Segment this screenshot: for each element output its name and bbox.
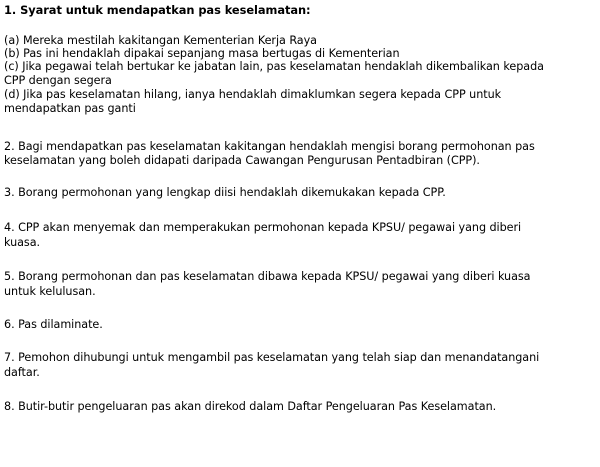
document-heading: 1. Syarat untuk mendapatkan pas keselamatan:	[4, 3, 311, 17]
step-3-line-1: 3. Borang permohonan yang lengkap diisi hendaklah dikemukakan kepada CPP.	[4, 186, 446, 199]
requirement-line-c-cont: CPP dengan segera	[4, 74, 112, 87]
step-2-line-2: keselamatan yang boleh didapati daripada Cawangan Pengurusan Pentadbiran (CPP).	[4, 154, 480, 167]
step-8-line-1: 8. Butir-butir pengeluaran pas akan direkod dalam Daftar Pengeluaran Pas Keselamatan.	[4, 400, 497, 413]
requirement-line-c: (c) Jika pegawai telah bertukar ke jabatan lain, pas keselamatan hendaklah dikembalikan kepada	[4, 60, 544, 73]
step-6-line-1: 6. Pas dilaminate.	[4, 318, 103, 331]
requirement-line-d: (d) Jika pas keselamatan hilang, ianya hendaklah dimaklumkan segera kepada CPP untuk	[4, 88, 502, 101]
step-5-line-1: 5. Borang permohonan dan pas keselamatan dibawa kepada KPSU/ pegawai yang diberi kuasa	[4, 270, 531, 283]
step-7-line-1: 7. Pemohon dihubungi untuk mengambil pas keselamatan yang telah siap dan menandatangani	[4, 351, 540, 364]
requirement-line-b: (b) Pas ini hendaklah dipakai sepanjang masa bertugas di Kementerian	[4, 47, 400, 60]
step-2-line-1: 2. Bagi mendapatkan pas keselamatan kakitangan hendaklah mengisi borang permohonan pas	[4, 140, 535, 153]
requirement-line-a: (a) Mereka mestilah kakitangan Kementerian Kerja Raya	[4, 34, 317, 47]
step-4-line-1: 4. CPP akan menyemak dan memperakukan permohonan kepada KPSU/ pegawai yang diberi	[4, 221, 522, 234]
step-5-line-2: untuk kelulusan.	[4, 285, 96, 298]
requirement-line-d-cont: mendapatkan pas ganti	[4, 102, 136, 115]
step-4-line-2: kuasa.	[4, 236, 41, 249]
step-7-line-2: daftar.	[4, 366, 40, 379]
